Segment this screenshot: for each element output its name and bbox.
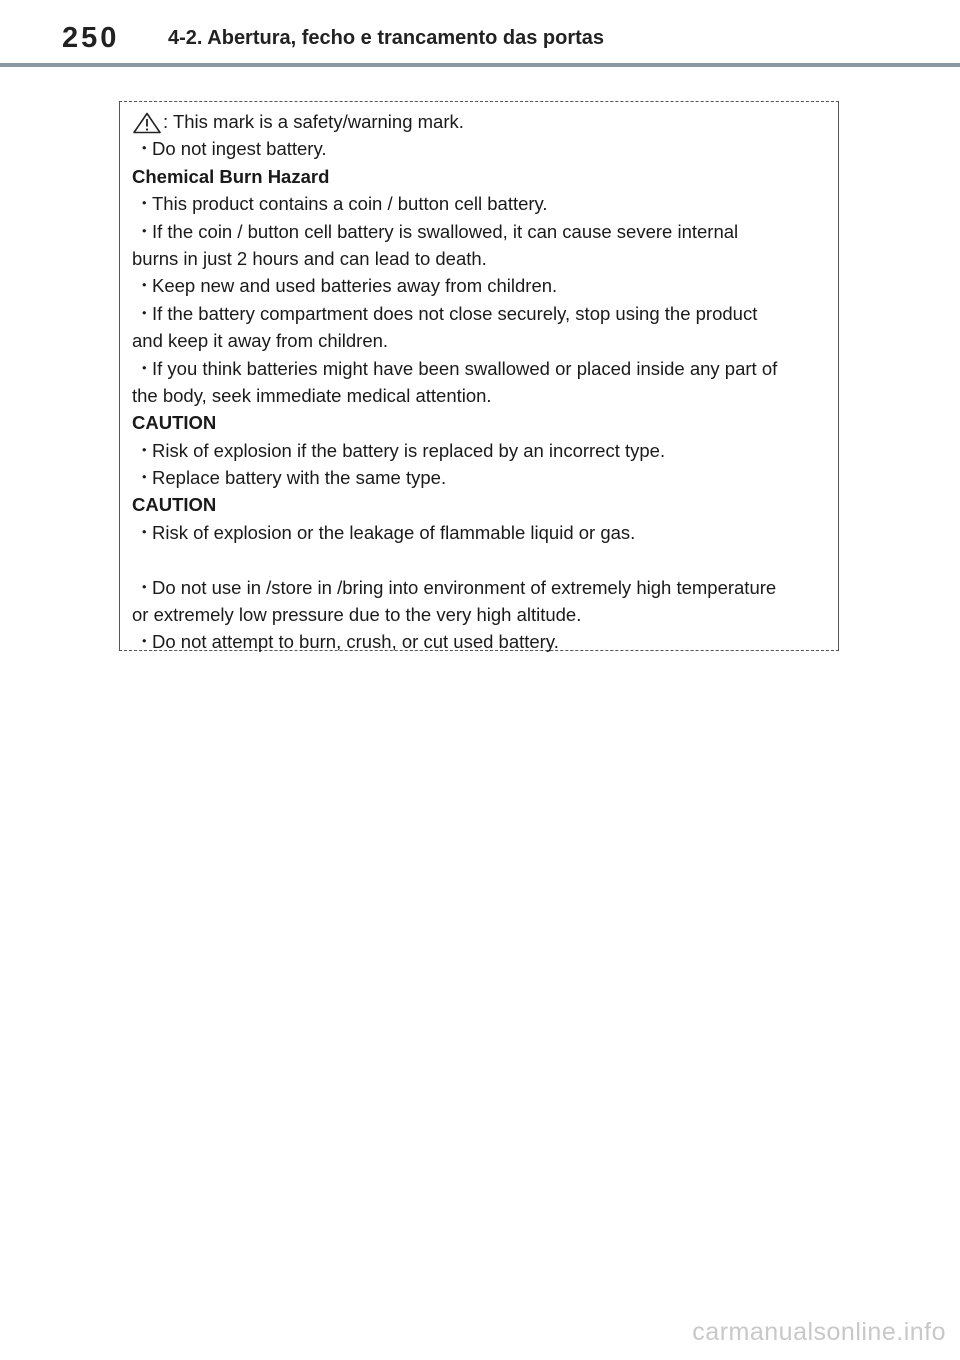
bullet-dot-icon: ・	[135, 357, 154, 379]
header-rule	[0, 63, 960, 67]
warning-continuation-text: and keep it away from children.	[132, 330, 389, 352]
safety-mark-line	[132, 108, 832, 135]
warning-bullet-item	[132, 218, 832, 245]
warning-bullet-item	[132, 628, 832, 655]
warning-bullet-text: If you think batteries might have been swallowed or placed inside any part of	[152, 357, 778, 379]
warning-continuation-line	[132, 382, 832, 409]
warning-heading	[132, 491, 832, 518]
warning-bullet-item	[132, 519, 832, 546]
bullet-dot-icon: ・	[135, 220, 154, 242]
warning-heading-text: CAUTION	[132, 412, 217, 434]
warning-bullet-text: This product contains a coin / button cell battery.	[152, 193, 548, 215]
warning-bullet-text: Risk of explosion or the leakage of flammable liquid or gas.	[152, 521, 636, 543]
warning-bullet-text: Keep new and used batteries away from children.	[152, 275, 558, 297]
bullet-dot-icon: ・	[135, 275, 154, 297]
watermark: carmanualsonline.info	[692, 1318, 946, 1346]
warning-bullet-text: If the battery compartment does not close securely, stop using the product	[152, 302, 758, 324]
warning-bullet-item	[132, 300, 832, 327]
bullet-dot-icon: ・	[135, 193, 154, 215]
bullet-dot-icon: ・	[135, 467, 154, 489]
section-title: 4-2. Abertura, fecho e trancamento das portas	[168, 27, 605, 49]
warning-continuation-text: the body, seek immediate medical attention.	[132, 384, 492, 406]
warning-bullet-text: Do not ingest battery.	[152, 138, 327, 160]
warning-bullet-item	[132, 437, 832, 464]
warning-heading	[132, 409, 832, 436]
page-header	[0, 0, 960, 68]
warning-continuation-line	[132, 245, 832, 272]
warning-triangle-icon	[132, 112, 162, 134]
warning-heading-text: CAUTION	[132, 494, 217, 516]
warning-continuation-line	[132, 327, 832, 354]
bullet-dot-icon: ・	[135, 439, 154, 461]
warning-bullet-text: Replace battery with the same type.	[152, 467, 447, 489]
warning-continuation-line	[132, 601, 832, 628]
bullet-dot-icon: ・	[135, 576, 154, 598]
warning-bullet-item	[132, 355, 832, 382]
warning-continuation-text: or extremely low pressure due to the very high altitude.	[132, 604, 582, 626]
safety-mark-text: : This mark is a safety/warning mark.	[163, 111, 464, 132]
warning-bullet-text: Do not use in /store in /bring into environment of extremely high temperature	[152, 576, 777, 598]
bullet-dot-icon: ・	[135, 521, 154, 543]
blank-line	[132, 546, 832, 573]
bullet-dot-icon: ・	[135, 631, 154, 653]
warning-bullet-item	[132, 135, 832, 162]
bullet-dot-icon: ・	[135, 138, 154, 160]
warning-bullet-item	[132, 190, 832, 217]
warning-bullet-text: If the coin / button cell battery is swallowed, it can cause severe internal	[152, 220, 739, 242]
warning-bullet-item	[132, 272, 832, 299]
warning-box-content	[132, 108, 832, 656]
warning-bullet-text: Risk of explosion if the battery is replaced by an incorrect type.	[152, 439, 666, 461]
battery-warning-box	[119, 101, 839, 651]
warning-bullet-text: Do not attempt to burn, crush, or cut used battery.	[152, 631, 559, 653]
warning-bullet-item	[132, 574, 832, 601]
warning-heading	[132, 163, 832, 190]
warning-heading-text: Chemical Burn Hazard	[132, 165, 330, 187]
warning-continuation-text: burns in just 2 hours and can lead to death.	[132, 247, 487, 269]
warning-bullet-item	[132, 464, 832, 491]
page-number: 250	[62, 22, 120, 54]
bullet-dot-icon: ・	[135, 302, 154, 324]
